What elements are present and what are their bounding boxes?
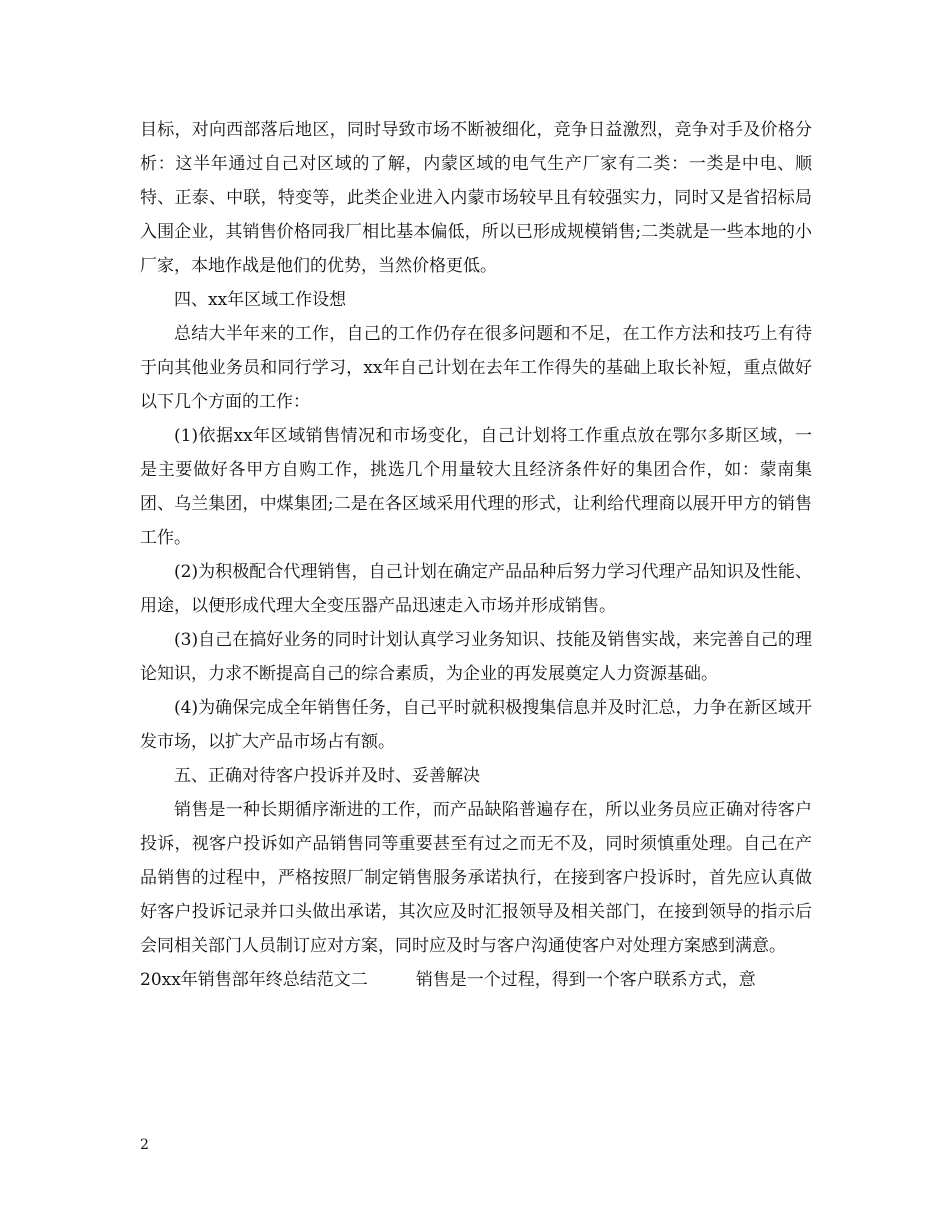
paragraph-work-summary: 总结大半年来的工作，自己的工作仍存在很多问题和不足，在工作方法和技巧上有待于向其他业务员和同行学习，xx年自己计划在去年工作得失的基础上取长补短，重点做好以下几个方面的工作： xyxy=(140,324,812,412)
paragraph-plan-item-1: (1)依据xx年区域销售情况和市场变化，自己计划将工作重点放在鄂尔多斯区域，一是主要做好各甲方自购工作，挑选几个用量较大且经济条件好的集团合作，如：蒙南集团、乌兰集团，中煤集团;二是在各区域采用代理的形式，让利给代理商以展开甲方的销售工作。 xyxy=(140,426,812,548)
article-two-title: 20xx年销售部年终总结范文二 xyxy=(140,970,368,990)
article-two-opening: 销售是一个过程，得到一个客户联系方式，意 xyxy=(415,970,756,990)
paragraph-plan-item-3: (3)自己在搞好业务的同时计划认真学习业务知识、技能及销售实战，来完善自己的理论知识，力求不断提高自己的综合素质，为企业的再发展奠定人力资源基础。 xyxy=(140,630,812,684)
paragraph-plan-item-4: (4)为确保完成全年销售任务，自己平时就积极搜集信息并及时汇总，力争在新区域开发市场，以扩大产品市场占有额。 xyxy=(140,698,812,752)
last-line xyxy=(140,963,812,997)
paragraph-plan-item-2: (2)为积极配合代理销售，自己计划在确定产品品种后努力学习代理产品知识及性能、用途，以便形成代理大全变压器产品迅速走入市场并形成销售。 xyxy=(140,562,812,616)
section-heading-five: 五、正确对待客户投诉并及时、妥善解决 xyxy=(174,766,480,786)
document-body xyxy=(140,113,812,997)
paragraph-competition-analysis: 目标，对向西部落后地区，同时导致市场不断被细化，竞争日益激烈，竞争对手及价格分析：这半年通过自己对区域的了解，内蒙区域的电气生产厂家有二类：一类是中电、顺特、正泰、中联，特变等，此类企业进入内蒙市场较早且有较强实力，同时又是省招标局入围企业，其销售价格同我厂相比基本偏低，所以已形成规模销售;二类就是一些本地的小厂家，本地作战是他们的优势，当然价格更低。 xyxy=(140,120,812,276)
section-heading-four: 四、xx年区域工作设想 xyxy=(174,290,347,310)
page-number: 2 xyxy=(140,1137,149,1153)
paragraph-customer-complaints: 销售是一种长期循序渐进的工作，而产品缺陷普遍存在，所以业务员应正确对待客户投诉，视客户投诉如产品销售同等重要甚至有过之而无不及，同时须慎重处理。自己在产品销售的过程中，严格按照厂制定销售服务承诺执行，在接到客户投诉时，首先应认真做好客户投诉记录并口头做出承诺，其次应及时汇报领导及相关部门，在接到领导的指示后会同相关部门人员制订应对方案，同时应及时与客户沟通使客户对处理方案感到满意。 xyxy=(140,800,812,956)
